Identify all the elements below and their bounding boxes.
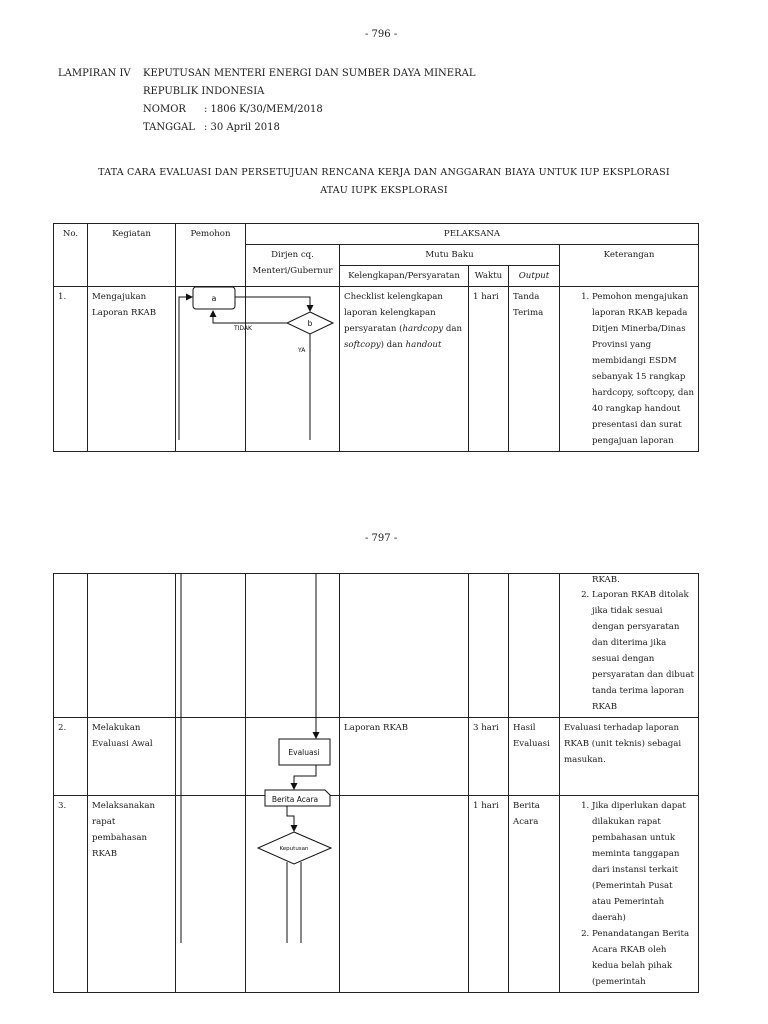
flow-line-ba-to-keputusan: [287, 806, 294, 831]
row1-no: 1.: [54, 287, 88, 452]
document-title-line1: TATA CARA EVALUASI DAN PERSETUJUAN RENCANA KERJA DAN ANGGARAN BIAYA UNTUK IUP EKSPLORASI: [98, 167, 670, 178]
flow-evaluasi-label: Evaluasi: [288, 748, 320, 757]
nomor-label: NOMOR: [143, 104, 186, 115]
decree-line1: KEPUTUSAN MENTERI ENERGI DAN SUMBER DAYA MINERAL: [143, 68, 476, 79]
flow-line-evaluasi-to-ba: [294, 765, 316, 789]
row2-no: 2.: [54, 718, 88, 796]
header-no: No.: [54, 224, 88, 287]
row3-kegiatan: Melaksanakan rapat pembahasan RKAB: [88, 796, 176, 993]
lampiran-label: LAMPIRAN IV: [58, 68, 131, 79]
flow-tidak-label: TIDAK: [234, 325, 252, 332]
header-dirjen-line1: Dirjen cq.: [271, 250, 314, 260]
flow-box-a-label: a: [211, 294, 217, 303]
row3-waktu: 1 hari: [469, 796, 509, 993]
row2-keterangan: Evaluasi terhadap laporan RKAB (unit teknis) sebagai masukan.: [560, 718, 699, 796]
row2-waktu: 3 hari: [469, 718, 509, 796]
row1-kegiatan-line2: Laporan RKAB: [92, 308, 157, 318]
flow-keputusan-label: Keputusan: [279, 846, 309, 852]
page-number-2: - 797 -: [365, 533, 398, 544]
flow-line-tidak: [213, 311, 287, 323]
header-kegiatan: Kegiatan: [88, 224, 176, 287]
header-keterangan: Keterangan: [560, 245, 699, 287]
row1-keterangan-item-1: 1. Pemohon mengajukan laporan RKAB kepada Ditjen Minerba/Dinas Provinsi yang membidangi ESDM sebanyak 15 rangkap hardcopy, softcopy, dan 40 rangkap handout presentasi dan surat pengajuan laporan: [592, 289, 694, 449]
cont-keterangan-text: RKAB.: [592, 575, 620, 585]
row1-hardcopy: hardcopy: [402, 324, 444, 334]
row1-kelengkapan-and2: ) dan: [380, 340, 406, 350]
header-mutu-baku: Mutu Baku: [340, 245, 560, 266]
header-waktu: Waktu: [469, 266, 509, 287]
row1-kelengkapan-text: Checklist kelengkapan laporan kelengkapan persyaratan (: [344, 292, 443, 334]
cont-keterangan-item-2: 2. Laporan RKAB ditolak jika tidak sesuai dengan persyaratan dan diterima jika sesuai dengan persyaratan dan dibuat tanda terima laporan RKAB: [592, 587, 694, 715]
row2-kegiatan-line2: Evaluasi Awal: [92, 739, 153, 749]
document-title-line2: ATAU IUPK EKSPLORASI: [320, 185, 448, 196]
row2-kelengkapan: Laporan RKAB: [340, 718, 469, 796]
header-output: Output: [509, 266, 560, 287]
header-dirjen-line2: Menteri/Gubernur: [252, 266, 333, 276]
flow-diamond-b-label: b: [307, 319, 313, 328]
header-pelaksana: PELAKSANA: [246, 224, 699, 245]
row2-output: Hasil Evaluasi: [509, 718, 560, 796]
nomor-value: : 1806 K/30/MEM/2018: [204, 104, 323, 115]
row1-output: Tanda Terima: [509, 287, 560, 452]
row3-no: 3.: [54, 796, 88, 993]
flow-ya-label: YA: [298, 347, 306, 354]
header-pemohon: Pemohon: [176, 224, 246, 287]
flow-line-a-to-b: [235, 297, 310, 311]
row1-kelengkapan-and: dan: [443, 324, 463, 334]
tanggal-value: : 30 April 2018: [204, 122, 280, 133]
flow-page2: [181, 573, 331, 943]
row1-waktu: 1 hari: [469, 287, 509, 452]
row1-handout: handout: [405, 340, 442, 350]
flow-line-into-a: [179, 297, 192, 440]
flow-page1: [179, 287, 333, 440]
tanggal-label: TANGGAL: [143, 122, 195, 133]
flow-berita-acara-label: Berita Acara: [271, 795, 319, 804]
row3-keterangan-item-2: 2. Penandatangan Berita Acara RKAB oleh kedua belah pihak (pemerintah: [592, 926, 694, 990]
decree-line2: REPUBLIK INDONESIA: [143, 86, 265, 97]
page-number: - 796 -: [365, 29, 398, 40]
row3-keterangan-item-1: 1. Jika diperlukan dapat dilakukan rapat pembahasan untuk meminta tanggapan dari instansi terkait (Pemerintah Pusat atau Pemerintah daerah): [592, 798, 694, 926]
row1-softcopy: softcopy: [344, 340, 381, 350]
row3-output: Berita Acara: [509, 796, 560, 993]
row2-kegiatan-line1: Melakukan: [92, 723, 141, 733]
header-kelengkapan: Kelengkapan/Persyaratan: [340, 266, 469, 287]
row1-kegiatan-line1: Mengajukan: [92, 292, 147, 302]
